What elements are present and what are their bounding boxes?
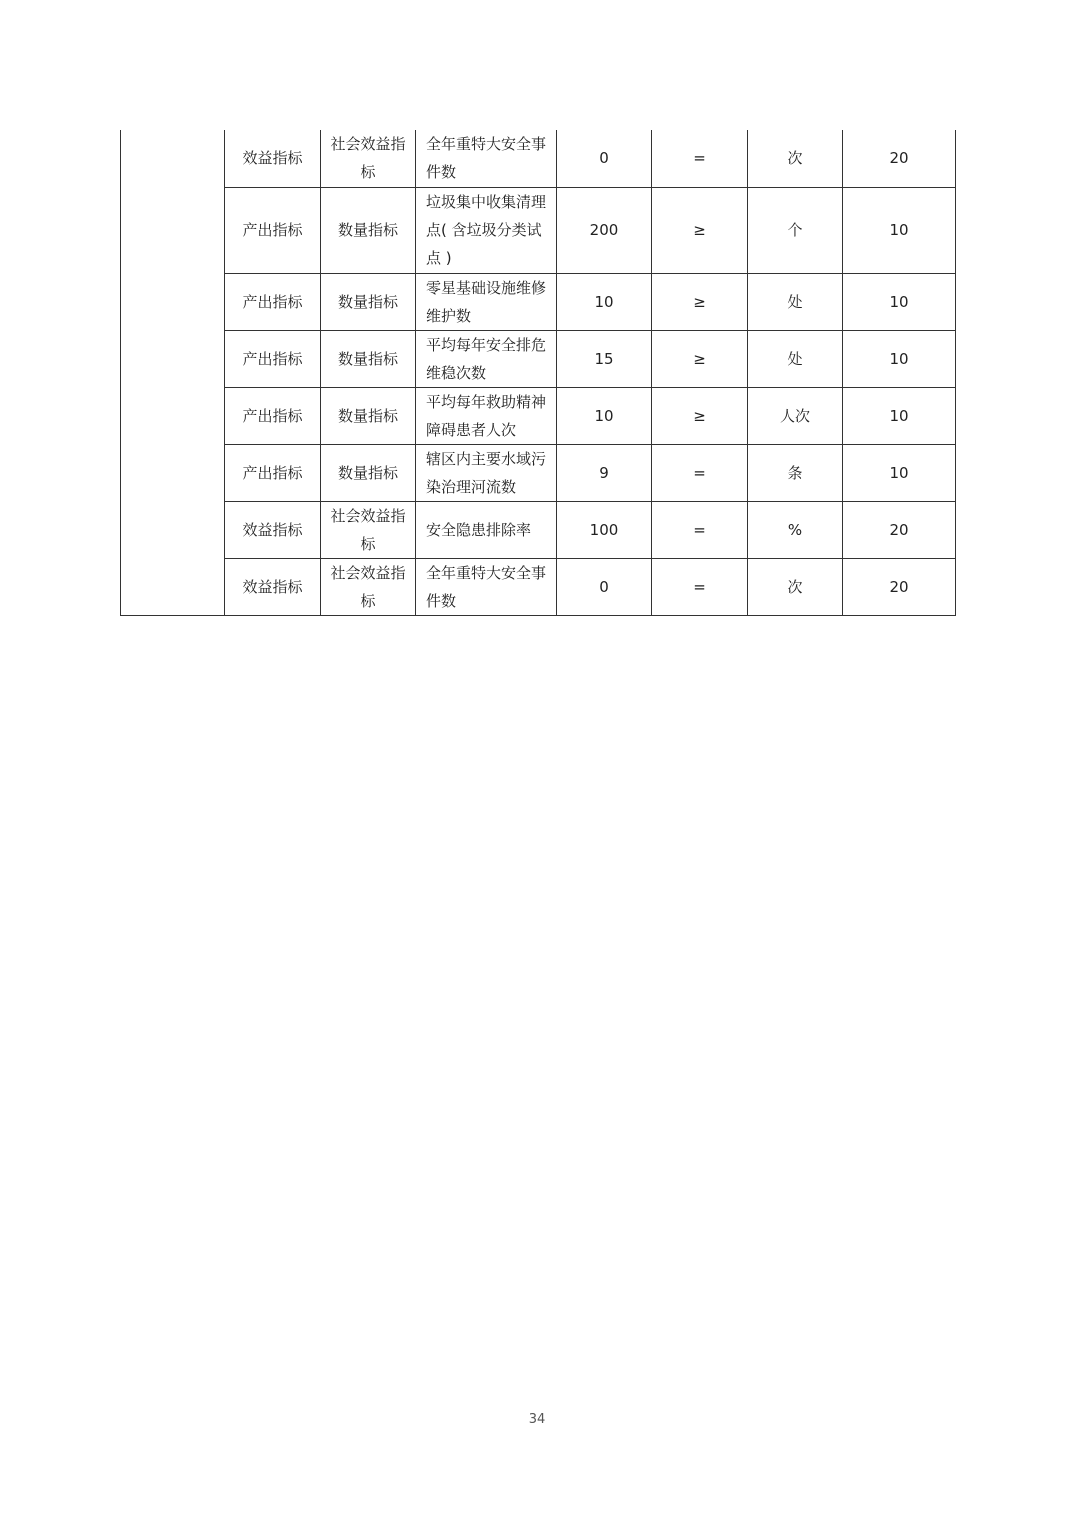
score-cell: 10 xyxy=(843,444,956,501)
level2-indicator-cell: 社会效益指标 xyxy=(321,130,416,187)
target-value-cell: 0 xyxy=(557,130,652,187)
level1-indicator-cell: 产出指标 xyxy=(225,273,321,330)
unit-cell: 次 xyxy=(748,130,843,187)
unit-cell: 人次 xyxy=(748,387,843,444)
operator-cell: = xyxy=(652,558,748,615)
level1-indicator-cell: 产出指标 xyxy=(225,387,321,444)
indicator-name-cell: 全年重特大安全事件数 xyxy=(416,558,557,615)
operator-cell: ≥ xyxy=(652,187,748,273)
score-cell: 10 xyxy=(843,330,956,387)
level2-indicator-cell: 数量指标 xyxy=(321,387,416,444)
unit-cell: 个 xyxy=(748,187,843,273)
target-value-cell: 10 xyxy=(557,273,652,330)
indicator-name-cell: 全年重特大安全事件数 xyxy=(416,130,557,187)
merged-project-cell xyxy=(121,130,225,615)
table-row xyxy=(121,444,956,501)
operator-cell: = xyxy=(652,444,748,501)
indicator-name-cell: 平均每年救助精神障碍患者人次 xyxy=(416,387,557,444)
target-value-cell: 15 xyxy=(557,330,652,387)
score-cell: 10 xyxy=(843,187,956,273)
indicator-name-cell: 零星基础设施维修维护数 xyxy=(416,273,557,330)
page-number: 34 xyxy=(528,1412,546,1427)
level1-indicator-cell: 效益指标 xyxy=(225,501,321,558)
indicator-name-cell: 安全隐患排除率 xyxy=(416,501,557,558)
score-cell: 20 xyxy=(843,558,956,615)
level2-indicator-cell: 数量指标 xyxy=(321,444,416,501)
indicator-name-cell: 辖区内主要水域污染治理河流数 xyxy=(416,444,557,501)
operator-cell: = xyxy=(652,130,748,187)
score-cell: 20 xyxy=(843,501,956,558)
operator-cell: ≥ xyxy=(652,273,748,330)
target-value-cell: 100 xyxy=(557,501,652,558)
level1-indicator-cell: 产出指标 xyxy=(225,187,321,273)
table-row xyxy=(121,387,956,444)
level1-indicator-cell: 产出指标 xyxy=(225,330,321,387)
operator-cell: ≥ xyxy=(652,387,748,444)
level2-indicator-cell: 数量指标 xyxy=(321,330,416,387)
level2-indicator-cell: 社会效益指标 xyxy=(321,501,416,558)
indicator-name-cell: 垃圾集中收集清理点( 含垃圾分类试点 ) xyxy=(416,187,557,273)
target-value-cell: 10 xyxy=(557,387,652,444)
unit-cell: % xyxy=(748,501,843,558)
table-row xyxy=(121,501,956,558)
level1-indicator-cell: 产出指标 xyxy=(225,444,321,501)
score-cell: 20 xyxy=(843,130,956,187)
table-row xyxy=(121,558,956,615)
table-row xyxy=(121,273,956,330)
target-value-cell: 200 xyxy=(557,187,652,273)
level2-indicator-cell: 社会效益指标 xyxy=(321,558,416,615)
unit-cell: 处 xyxy=(748,273,843,330)
table-row xyxy=(121,187,956,273)
level2-indicator-cell: 数量指标 xyxy=(321,273,416,330)
target-value-cell: 9 xyxy=(557,444,652,501)
unit-cell: 处 xyxy=(748,330,843,387)
indicator-name-cell: 平均每年安全排危维稳次数 xyxy=(416,330,557,387)
level2-indicator-cell: 数量指标 xyxy=(321,187,416,273)
operator-cell: ≥ xyxy=(652,330,748,387)
operator-cell: = xyxy=(652,501,748,558)
unit-cell: 次 xyxy=(748,558,843,615)
table-row xyxy=(121,330,956,387)
target-value-cell: 0 xyxy=(557,558,652,615)
score-cell: 10 xyxy=(843,273,956,330)
level1-indicator-cell: 效益指标 xyxy=(225,130,321,187)
table-row xyxy=(121,130,956,187)
level1-indicator-cell: 效益指标 xyxy=(225,558,321,615)
unit-cell: 条 xyxy=(748,444,843,501)
score-cell: 10 xyxy=(843,387,956,444)
indicator-table xyxy=(120,130,956,616)
